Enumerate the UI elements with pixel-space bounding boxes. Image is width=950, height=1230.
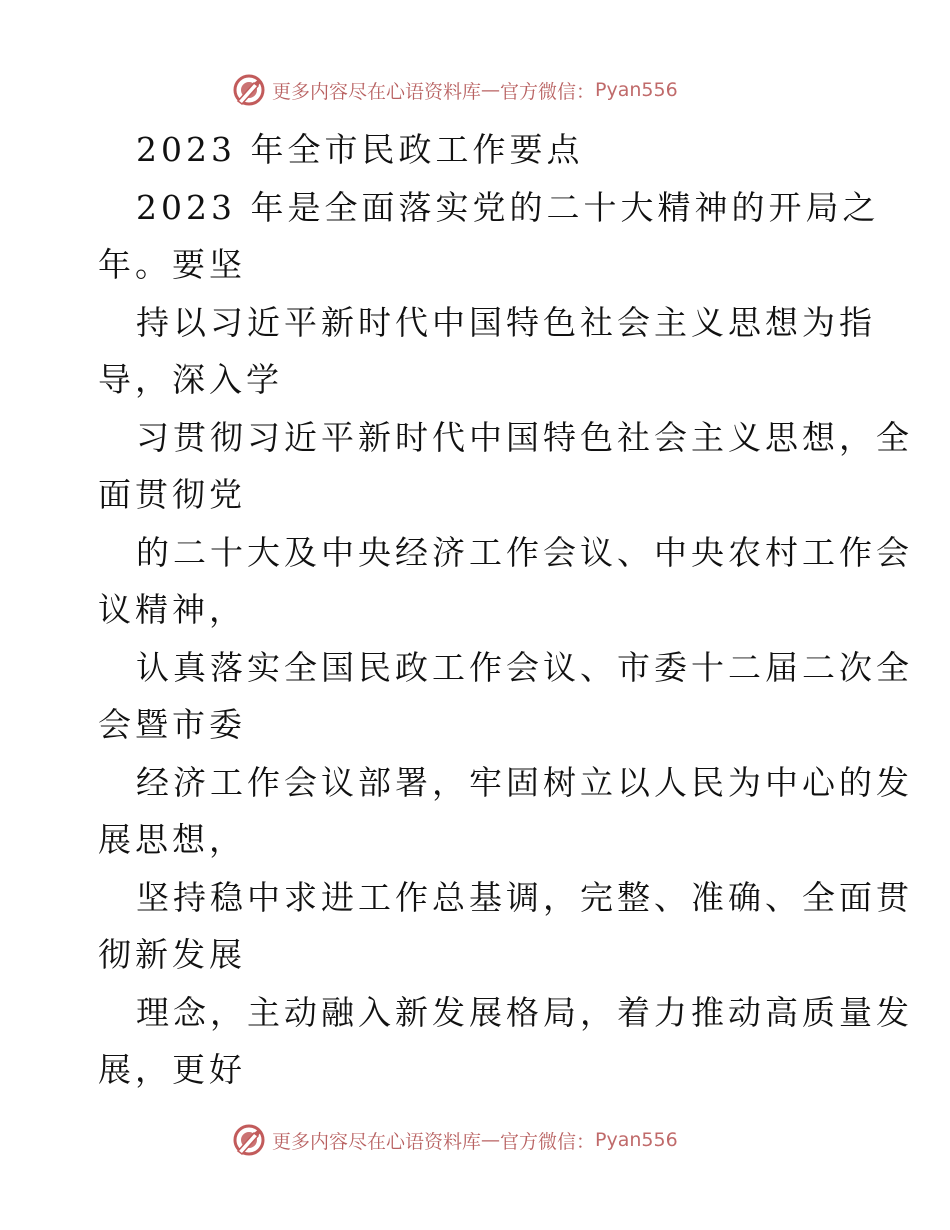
paragraph-line: 展，更好 xyxy=(98,1050,246,1089)
paragraph-line: 彻新发展 xyxy=(98,935,246,974)
paragraph-line: 会暨市委 xyxy=(98,705,246,744)
paragraph-line: 理念，主动融入新发展格局，着力推动高质量发 xyxy=(136,993,913,1032)
watermark-text: 更多内容尽在心语资料库 xyxy=(272,80,482,103)
paragraph-line: 2023 年是全面落实党的二十大精神的开局之 xyxy=(136,188,880,227)
pen-seal-icon xyxy=(232,1123,266,1157)
paragraph-line: 的二十大及中央经济工作会议、中央农村工作会 xyxy=(136,533,913,572)
paragraph-line: 坚持稳中求进工作总基调，完整、准确、全面贯 xyxy=(136,878,913,917)
paragraph-line: 经济工作会议部署，牢固树立以人民为中心的发 xyxy=(136,763,913,802)
paragraph-line: 议精神， xyxy=(98,590,246,629)
paragraph-line: 持以习近平新时代中国特色社会主义思想为指 xyxy=(136,303,876,342)
watermark-text: 更多内容尽在心语资料库 xyxy=(272,1130,482,1153)
footer-watermark xyxy=(232,1120,678,1160)
watermark-dash: — xyxy=(481,1129,501,1151)
document-title: 2023 年全市民政工作要点 xyxy=(136,130,584,169)
watermark-dash: — xyxy=(481,79,501,101)
watermark-wechat-id: Pyan556 xyxy=(595,79,678,101)
paragraph-line: 认真落实全国民政工作会议、市委十二届二次全 xyxy=(136,648,913,687)
paragraph-line: 展思想， xyxy=(98,820,246,859)
paragraph-line: 导，深入学 xyxy=(98,360,283,399)
header-watermark xyxy=(232,70,678,110)
watermark-official-label: 官方微信： xyxy=(500,80,596,103)
paragraph-line: 面贯彻党 xyxy=(98,475,246,514)
paragraph-line: 年。要坚 xyxy=(98,245,246,284)
paragraph-line: 习贯彻习近平新时代中国特色社会主义思想，全 xyxy=(136,418,913,457)
pen-seal-icon xyxy=(232,73,266,107)
watermark-official-label: 官方微信： xyxy=(500,1130,596,1153)
watermark-wechat-id: Pyan556 xyxy=(595,1129,678,1151)
